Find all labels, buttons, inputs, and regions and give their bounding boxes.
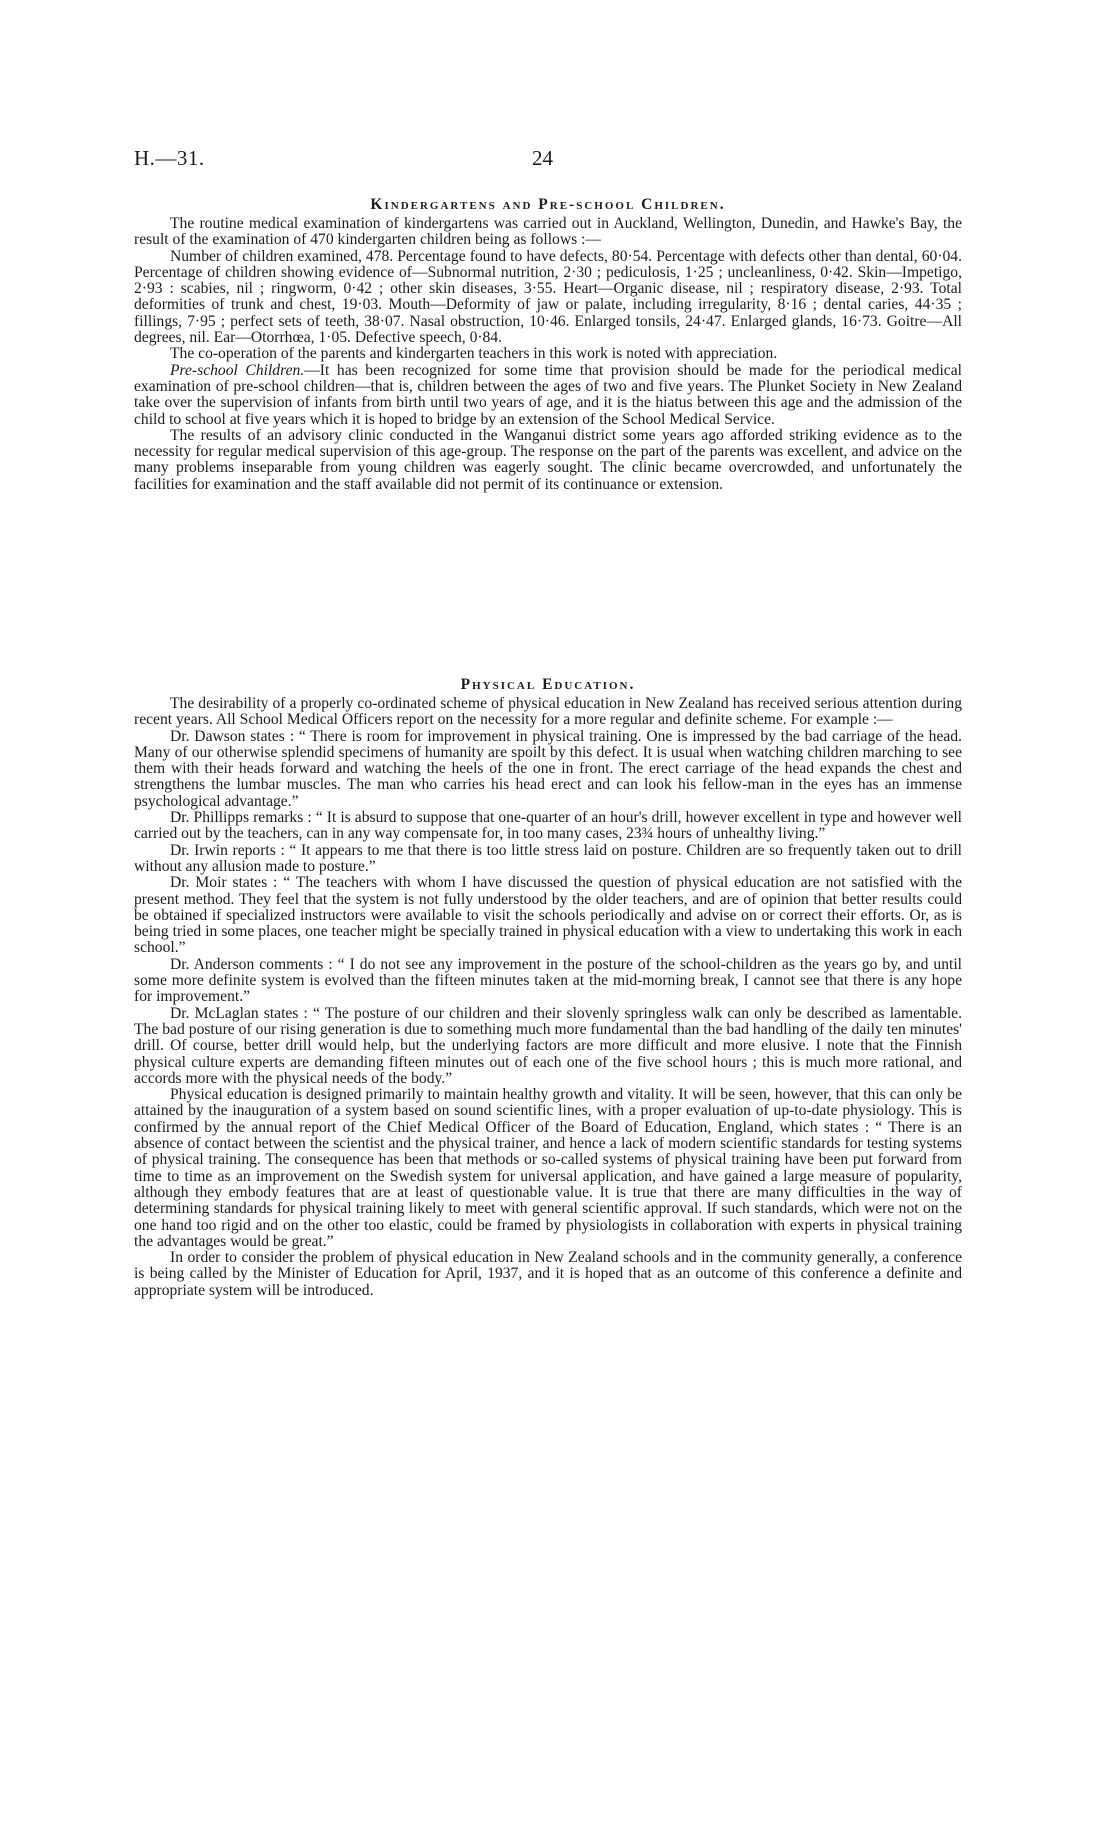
kindergartens-section (134, 194, 962, 493)
running-header (134, 146, 980, 172)
page-number: 24 (532, 146, 553, 170)
paragraph: The results of an advisory clinic conducted in the Wanganui district some years ago afforded striking evidence as to the necessity for regular medical supervision of this age-group. The response on the part of the parents was excellent, and advice on the many problems inseparable from young children was eagerly sought. The clinic became overcrowded, and unfortunately the facilities for examination and the staff available did not permit of its continuance or extension. (134, 426, 962, 493)
paragraph: The co-operation of the parents and kindergarten teachers in this work is noted with appreciation. (170, 345, 778, 363)
quote-paragraph: Dr. Anderson comments : “ I do not see any improvement in the posture of the school-children as the years go by, and until some more definite system is evolved than the fifteen minutes taken at the mid-morning break, I cannot see that there is any hope for improvement.” (134, 955, 962, 1006)
statistics-paragraph: Number of children examined, 478. Percentage found to have defects, 80·54. Percentage with defects other than dental, 60·04. Percentage of children showing evidence of—Subnormal nutrition, 2·30 ; pediculosis, 1·25 ; uncleanliness, 0·42. Skin—Impetigo, 2·93 : scabies, nil ; ringworm, 0·42 ; other skin diseases, 3·55. Heart—Organic disease, nil ; respiratory disease, 2·93. Total deformities of trunk and chest, 19·03. Mouth—Deformity of jaw or palate, including irregularity, 8·16 ; dental caries, 44·35 ; fillings, 7·95 ; perfect sets of teeth, 38·07. Nasal obstruction, 10·46. Enlarged tonsils, 24·47. Enlarged glands, 16·73. Goitre—All degrees, nil. Ear—Otorrhœa, 1·05. Defective speech, 0·84. (134, 247, 962, 347)
quote-paragraph: Dr. Moir states : “ The teachers with whom I have discussed the question of physical education are not satisfied with the present method. They feel that the system is not fully understood by the older teachers, and are of opinion that better results could be obtained if specialized instructors were available to visit the schools periodically and advise on or correct their efforts. Or, as is being tried in some places, one teacher might be specially trained in physical education with a view to undertaking this work in each school.” (134, 874, 962, 957)
report-reference: H.—31. (134, 146, 205, 170)
paragraph-text: —It has been recognized for some time that provision should be made for the periodical medical examination of pre-school children—that is, children between the ages of two and five years. The Plunket Society in New Zealand take over the supervision of infants from birth until two years of age, and it is the hiatus between this age and the admission of the child to school at five years which it is hoped to bridge by an extension of the School Medical Service. (134, 361, 962, 428)
preschool-paragraph (134, 363, 962, 428)
quote-paragraph: Dr. McLaglan states : “ The posture of our children and their slovenly springless walk can only be described as lamentable. The bad posture of our rising generation is due to something much more fundamental than the bad handling of the daily ten minutes' drill. Of course, better drill would help, but the underlying factors are more difficult and more elusive. I note that the Finnish physical culture experts are demanding fifteen minutes out of each one of the five school hours ; this is much more rational, and accords more with the physical needs of the body.” (134, 1004, 962, 1087)
paragraph: In order to consider the problem of physical education in New Zealand schools and in the community generally, a conference is being called by the Minister of Education for April, 1937, and it is hoped that as an outcome of this conference a definite and appropriate system will be introduced. (134, 1249, 962, 1299)
paragraph: The routine medical examination of kindergartens was carried out in Auckland, Wellington, Dunedin, and Hawke's Bay, the result of the examination of 470 kindergarten children being as follows :— (134, 215, 962, 249)
physical-education-section (134, 674, 962, 1299)
paragraph: The desirability of a properly co-ordinated scheme of physical education in New Zealand has received serious attention during recent years. All School Medical Officers report on the necessity for a more regular and definite scheme. For example :— (134, 695, 962, 729)
subheading: Pre-school Children. (170, 361, 305, 379)
section-heading: Kindergartens and Pre-school Children. (370, 196, 726, 213)
quote-paragraph: Dr. Dawson states : “ There is room for improvement in physical training. One is impressed by the bad carriage of the head. Many of our otherwise splendid specimens of humanity are spoilt by this defect. It is usual when watching children marching to see them with their heads forward and watching the heels of the one in front. The erect carriage of the head expands the chest and strengthens the lumbar muscles. The man who carries his head erect and can look his fellow-man in the eyes has an immense psychological advantage.” (134, 727, 962, 810)
quote-paragraph: Dr. Phillipps remarks : “ It is absurd to suppose that one-quarter of an hour's drill, however excellent in type and however well carried out by the teachers, can in any way compensate for, in too many cases, 23¾ hours of unhealthy living.” (134, 809, 962, 843)
section-heading: Physical Education. (460, 676, 636, 693)
quote-paragraph: Dr. Irwin reports : “ It appears to me that there is too little stress laid on posture. Children are so frequently taken out to drill without any allusion made to posture.” (134, 841, 962, 875)
paragraph: Physical education is designed primarily to maintain healthy growth and vitality. It will be seen, however, that this can only be attained by the inauguration of a system based on sound scientific lines, with a proper evaluation of up-to-date physiology. This is confirmed by the annual report of the Chief Medical Officer of the Board of Education, England, which states : “ There is an absence of contact between the scientist and the physical trainer, and hence a lack of modern scientific standards for testing systems of physical training. The consequence has been that methods or so-called systems of physical training have been put forward from time to time as an improvement on the Swedish system for universal application, and have gained a large measure of popularity, although they embody features that are at least of questionable value. It is true that there are many difficulties in the way of determining standards for physical training likely to meet with general scientific approval. If such standards, which were not on the one hand too rigid and on the other too elastic, could be framed by physiologists in collaboration with experts in physical training the advantages would be great.” (134, 1086, 962, 1250)
